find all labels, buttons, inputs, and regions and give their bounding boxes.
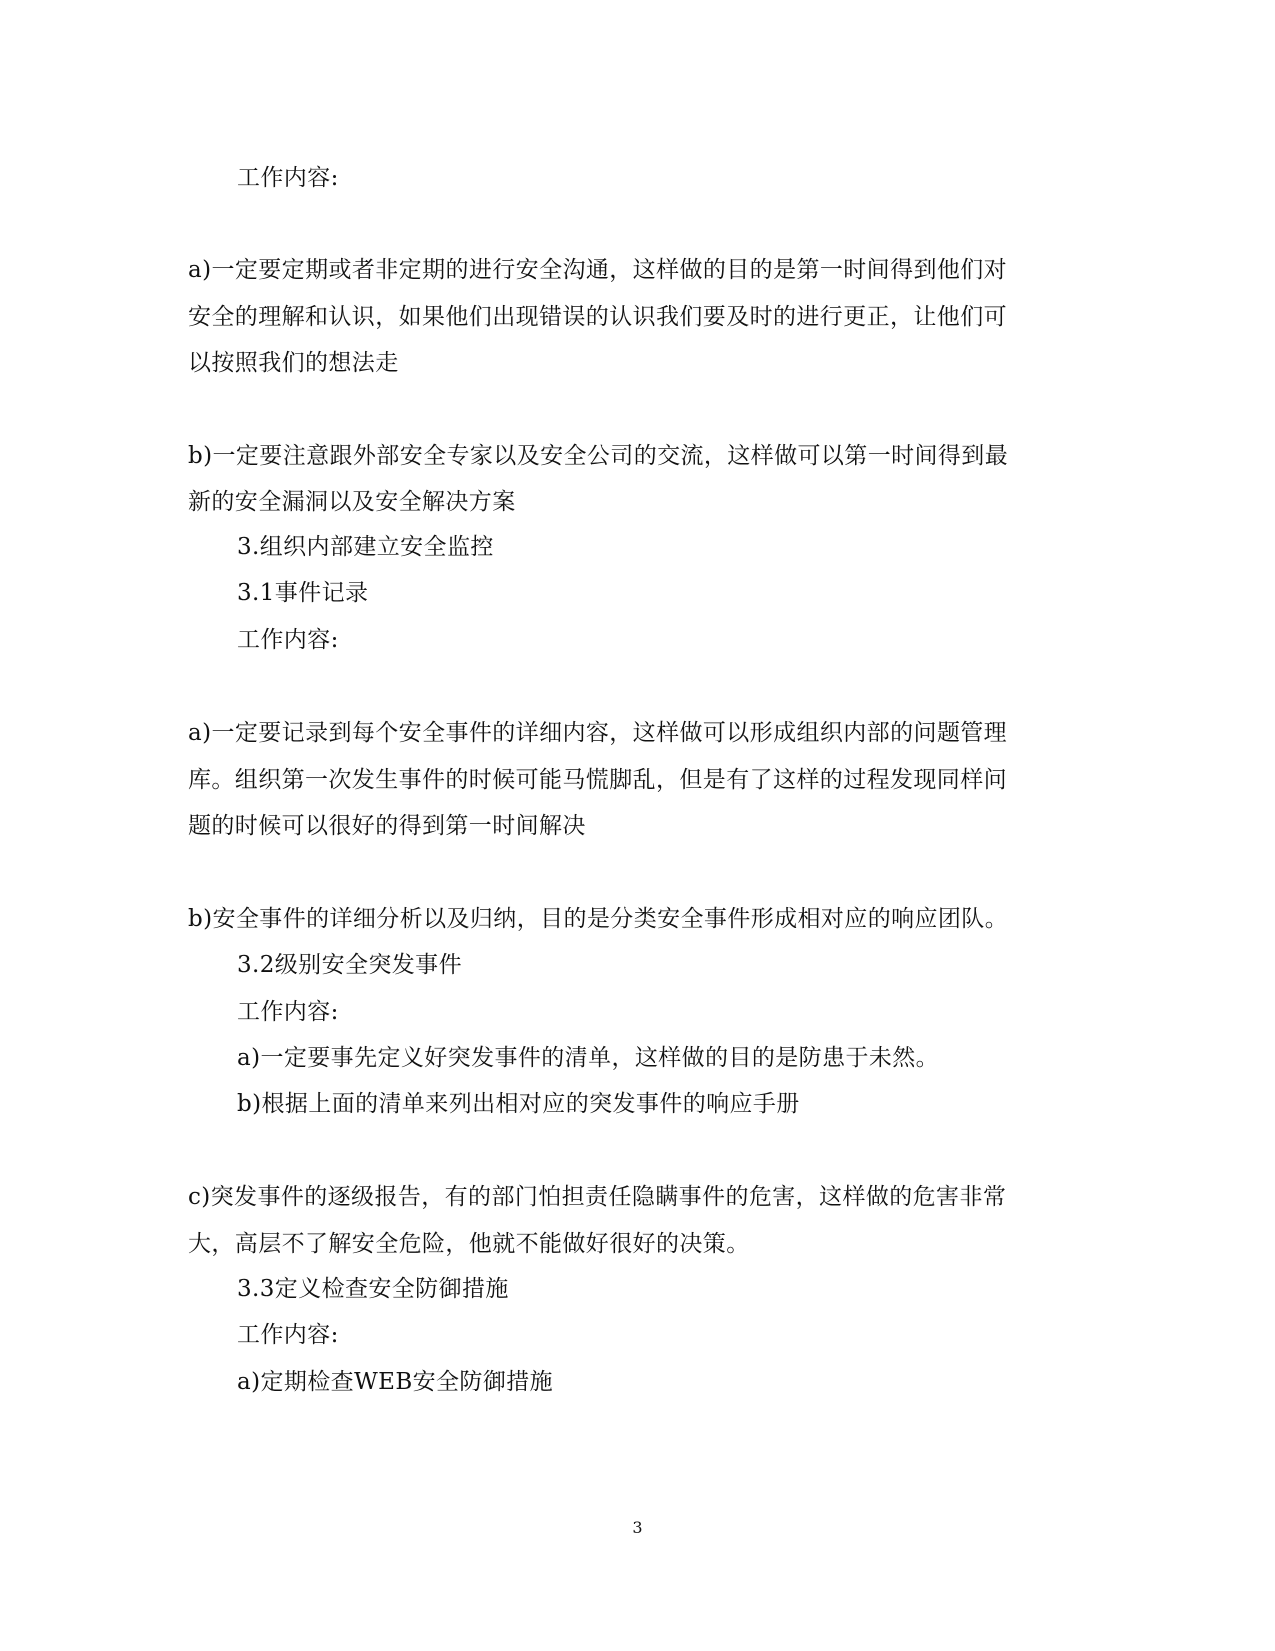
subsection-heading: 3.1事件记录 [237, 580, 369, 606]
paragraph-line: c)突发事件的逐级报告，有的部门怕担责任隐瞒事件的危害，这样做的危害非常 [188, 1184, 1007, 1210]
paragraph-work-content-heading: 工作内容: [237, 1322, 339, 1348]
paragraph-line: b)安全事件的详细分析以及归纳，目的是分类安全事件形成相对应的响应团队。 [188, 906, 1009, 932]
paragraph-line: 以按照我们的想法走 [188, 350, 399, 376]
paragraph-line: a)一定要事先定义好突发事件的清单，这样做的目的是防患于未然。 [237, 1045, 940, 1071]
subsection-heading: 3.3定义检查安全防御措施 [237, 1276, 509, 1302]
subsection-heading: 3.2级别安全突发事件 [237, 952, 462, 978]
paragraph-line: 库。组织第一次发生事件的时候可能马慌脚乱，但是有了这样的过程发现同样问 [188, 767, 1007, 793]
paragraph-work-content-heading: 工作内容: [237, 627, 339, 653]
paragraph-line: a)定期检查WEB安全防御措施 [237, 1369, 554, 1395]
paragraph-line: 题的时候可以很好的得到第一时间解决 [188, 813, 586, 839]
paragraph-line: a)一定要定期或者非定期的进行安全沟通，这样做的目的是第一时间得到他们对 [188, 257, 1008, 283]
paragraph-line: 安全的理解和认识，如果他们出现错误的认识我们要及时的进行更正，让他们可 [188, 304, 1007, 330]
paragraph-line: b)根据上面的清单来列出相对应的突发事件的响应手册 [237, 1091, 800, 1117]
paragraph-line: 大，高层不了解安全危险，他就不能做好很好的决策。 [188, 1231, 750, 1257]
paragraph-work-content-heading: 工作内容: [237, 999, 339, 1025]
paragraph-line: 新的安全漏洞以及安全解决方案 [188, 489, 516, 515]
section-heading: 3.组织内部建立安全监控 [237, 534, 494, 560]
paragraph-line: a)一定要记录到每个安全事件的详细内容，这样做可以形成组织内部的问题管理 [188, 720, 1008, 746]
page-number: 3 [632, 1518, 643, 1537]
paragraph-work-content-heading: 工作内容: [237, 165, 339, 191]
paragraph-line: b)一定要注意跟外部安全专家以及安全公司的交流，这样做可以第一时间得到最 [188, 443, 1009, 469]
